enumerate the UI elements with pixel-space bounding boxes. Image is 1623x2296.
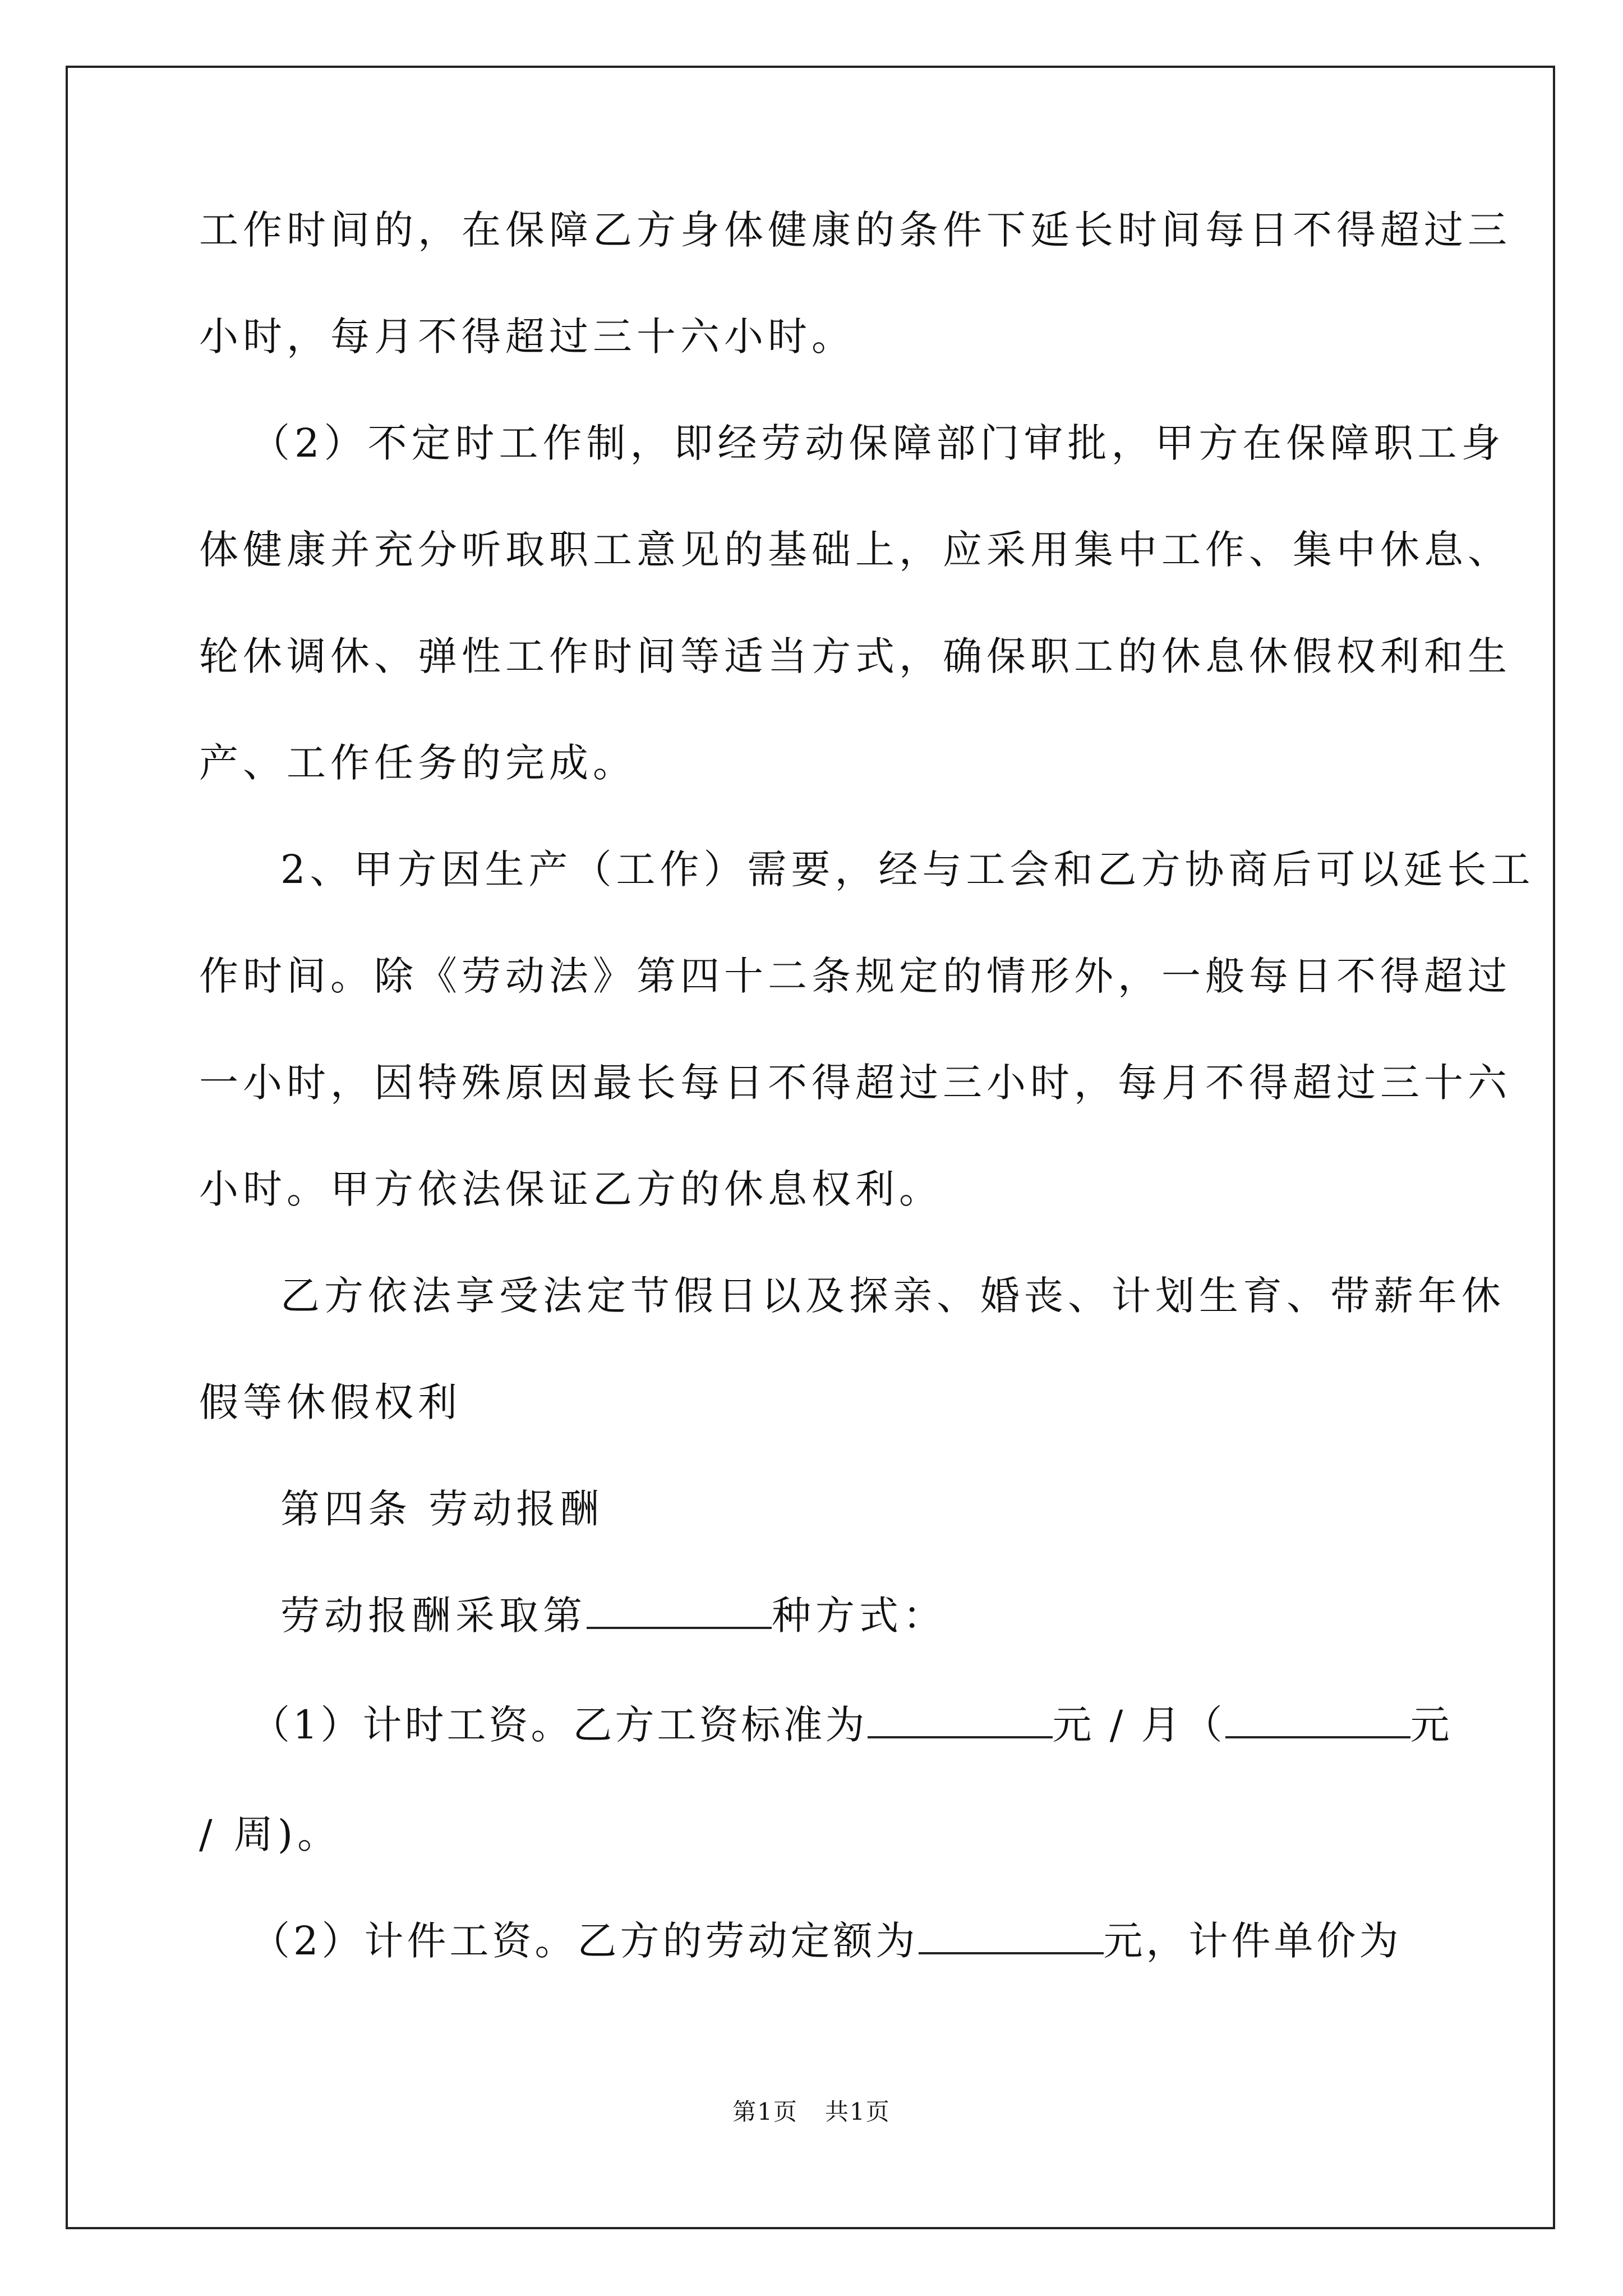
text-line: 轮休调休、弹性工作时间等适当方式，确保职工的休息休假权利和生 (199, 633, 1511, 679)
text-segment: 元 (1410, 1702, 1453, 1748)
page-number: 第1页 (732, 2098, 798, 2125)
page-footer (0, 2095, 1623, 2129)
text-line: / 周)。 (199, 1811, 342, 1857)
text-line: 假等休假权利 (199, 1379, 462, 1425)
method-number-blank[interactable] (587, 1592, 772, 1629)
page-border (66, 66, 1555, 2229)
text-line: 产、工作任务的完成。 (199, 740, 637, 786)
text-segment: （2）计件工资。乙方的劳动定额为 (251, 1918, 919, 1964)
text-segment: 劳动报酬采取第 (280, 1593, 587, 1639)
text-line: 小时。甲方依法保证乙方的休息权利。 (199, 1166, 943, 1212)
labor-quota-blank[interactable] (919, 1917, 1104, 1954)
text-line: 作时间。除《劳动法》第四十二条规定的情形外，一般每日不得超过 (199, 953, 1511, 999)
piece-wage-line (251, 1916, 1402, 1966)
text-segment: 元 / 月（ (1052, 1702, 1225, 1748)
text-line: 小时，每月不得超过三十六小时。 (199, 314, 855, 360)
text-line: 工作时间的，在保障乙方身体健康的条件下延长时间每日不得超过三 (199, 207, 1511, 253)
text-segment: 种方式： (772, 1593, 947, 1639)
text-line: 体健康并充分听取职工意见的基础上，应采用集中工作、集中休息、 (199, 527, 1511, 573)
text-line: （2）不定时工作制，即经劳动保障部门审批，甲方在保障职工身 (251, 420, 1505, 466)
weekly-wage-blank[interactable] (1225, 1701, 1410, 1738)
text-segment: 元，计件单价为 (1103, 1918, 1402, 1964)
text-segment: （1）计时工资。乙方工资标准为 (251, 1702, 868, 1748)
page-total: 共1页 (825, 2098, 891, 2125)
text-line: 乙方依法享受法定节假日以及探亲、婚丧、计划生育、带薪年休 (280, 1273, 1505, 1319)
monthly-wage-blank[interactable] (868, 1701, 1053, 1738)
remuneration-method-line (280, 1590, 947, 1641)
text-line: 2、甲方因生产（工作）需要，经与工会和乙方协商后可以延长工 (280, 846, 1535, 892)
section-heading: 第四条 劳动报酬 (280, 1486, 604, 1532)
text-line: 一小时，因特殊原因最长每日不得超过三小时，每月不得超过三十六 (199, 1060, 1511, 1106)
hourly-wage-line (251, 1700, 1453, 1750)
